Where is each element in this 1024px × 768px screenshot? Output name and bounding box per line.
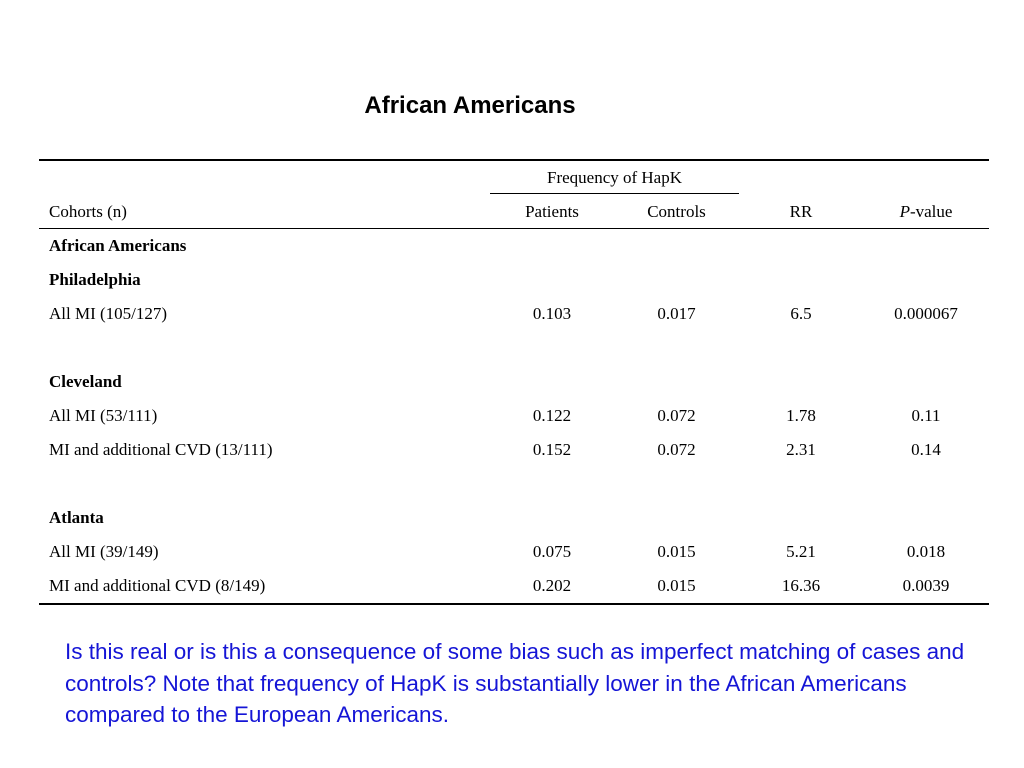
controls-cell: 0.072 xyxy=(657,406,696,425)
group-label: African Americans xyxy=(49,236,187,255)
p-value-cell: 0.0039 xyxy=(902,576,950,595)
frequency-header: Frequency of HapK xyxy=(546,168,682,187)
section-label-atlanta: Atlanta xyxy=(49,508,104,527)
rr-cell: 1.78 xyxy=(786,406,816,425)
cohort-cell: All MI (105/127) xyxy=(49,304,168,323)
controls-cell: 0.072 xyxy=(657,440,696,459)
column-header-patients: Patients xyxy=(525,202,579,221)
slide-title: African Americans xyxy=(364,92,576,119)
patients-cell: 0.152 xyxy=(532,440,572,459)
rr-cell: 16.36 xyxy=(781,576,821,595)
rr-cell: 2.31 xyxy=(786,440,816,459)
table-bottom-rule xyxy=(39,603,989,605)
p-italic-label: P xyxy=(899,202,910,221)
controls-cell: 0.017 xyxy=(657,304,696,323)
table-top-rule xyxy=(39,159,989,161)
cohort-cell: All MI (39/149) xyxy=(49,542,159,561)
cohort-cell: MI and additional CVD (8/149) xyxy=(49,576,266,595)
discussion-note: Is this real or is this a consequence of some bias such as imperfect matching of cases and controls? Note that frequency of HapK is substantially lower in the African Americans compared to the European Americans. xyxy=(65,639,965,727)
column-header-p-value xyxy=(863,202,989,222)
p-value-suffix: -value xyxy=(909,202,953,221)
frequency-header-rule xyxy=(490,193,739,194)
column-header-controls: Controls xyxy=(647,202,706,221)
patients-cell: 0.202 xyxy=(532,576,572,595)
section-label-cleveland: Cleveland xyxy=(49,372,122,391)
patients-cell: 0.122 xyxy=(532,406,572,425)
patients-cell: 0.103 xyxy=(532,304,572,323)
p-value-cell: 0.14 xyxy=(911,440,941,459)
rr-cell: 5.21 xyxy=(786,542,816,561)
rr-cell: 6.5 xyxy=(790,304,812,323)
controls-cell: 0.015 xyxy=(657,542,696,561)
controls-cell: 0.015 xyxy=(657,576,696,595)
section-label-philadelphia: Philadelphia xyxy=(49,270,141,289)
p-value-cell: 0.11 xyxy=(911,406,941,425)
cohort-cell: All MI (53/111) xyxy=(49,406,158,425)
column-header-rr: RR xyxy=(789,202,813,221)
column-header-cohorts: Cohorts (n) xyxy=(49,202,127,221)
table-header-rule xyxy=(39,228,989,229)
cohort-cell: MI and additional CVD (13/111) xyxy=(49,440,273,459)
p-value-cell: 0.018 xyxy=(906,542,946,561)
patients-cell: 0.075 xyxy=(532,542,572,561)
p-value-cell: 0.000067 xyxy=(894,304,958,323)
